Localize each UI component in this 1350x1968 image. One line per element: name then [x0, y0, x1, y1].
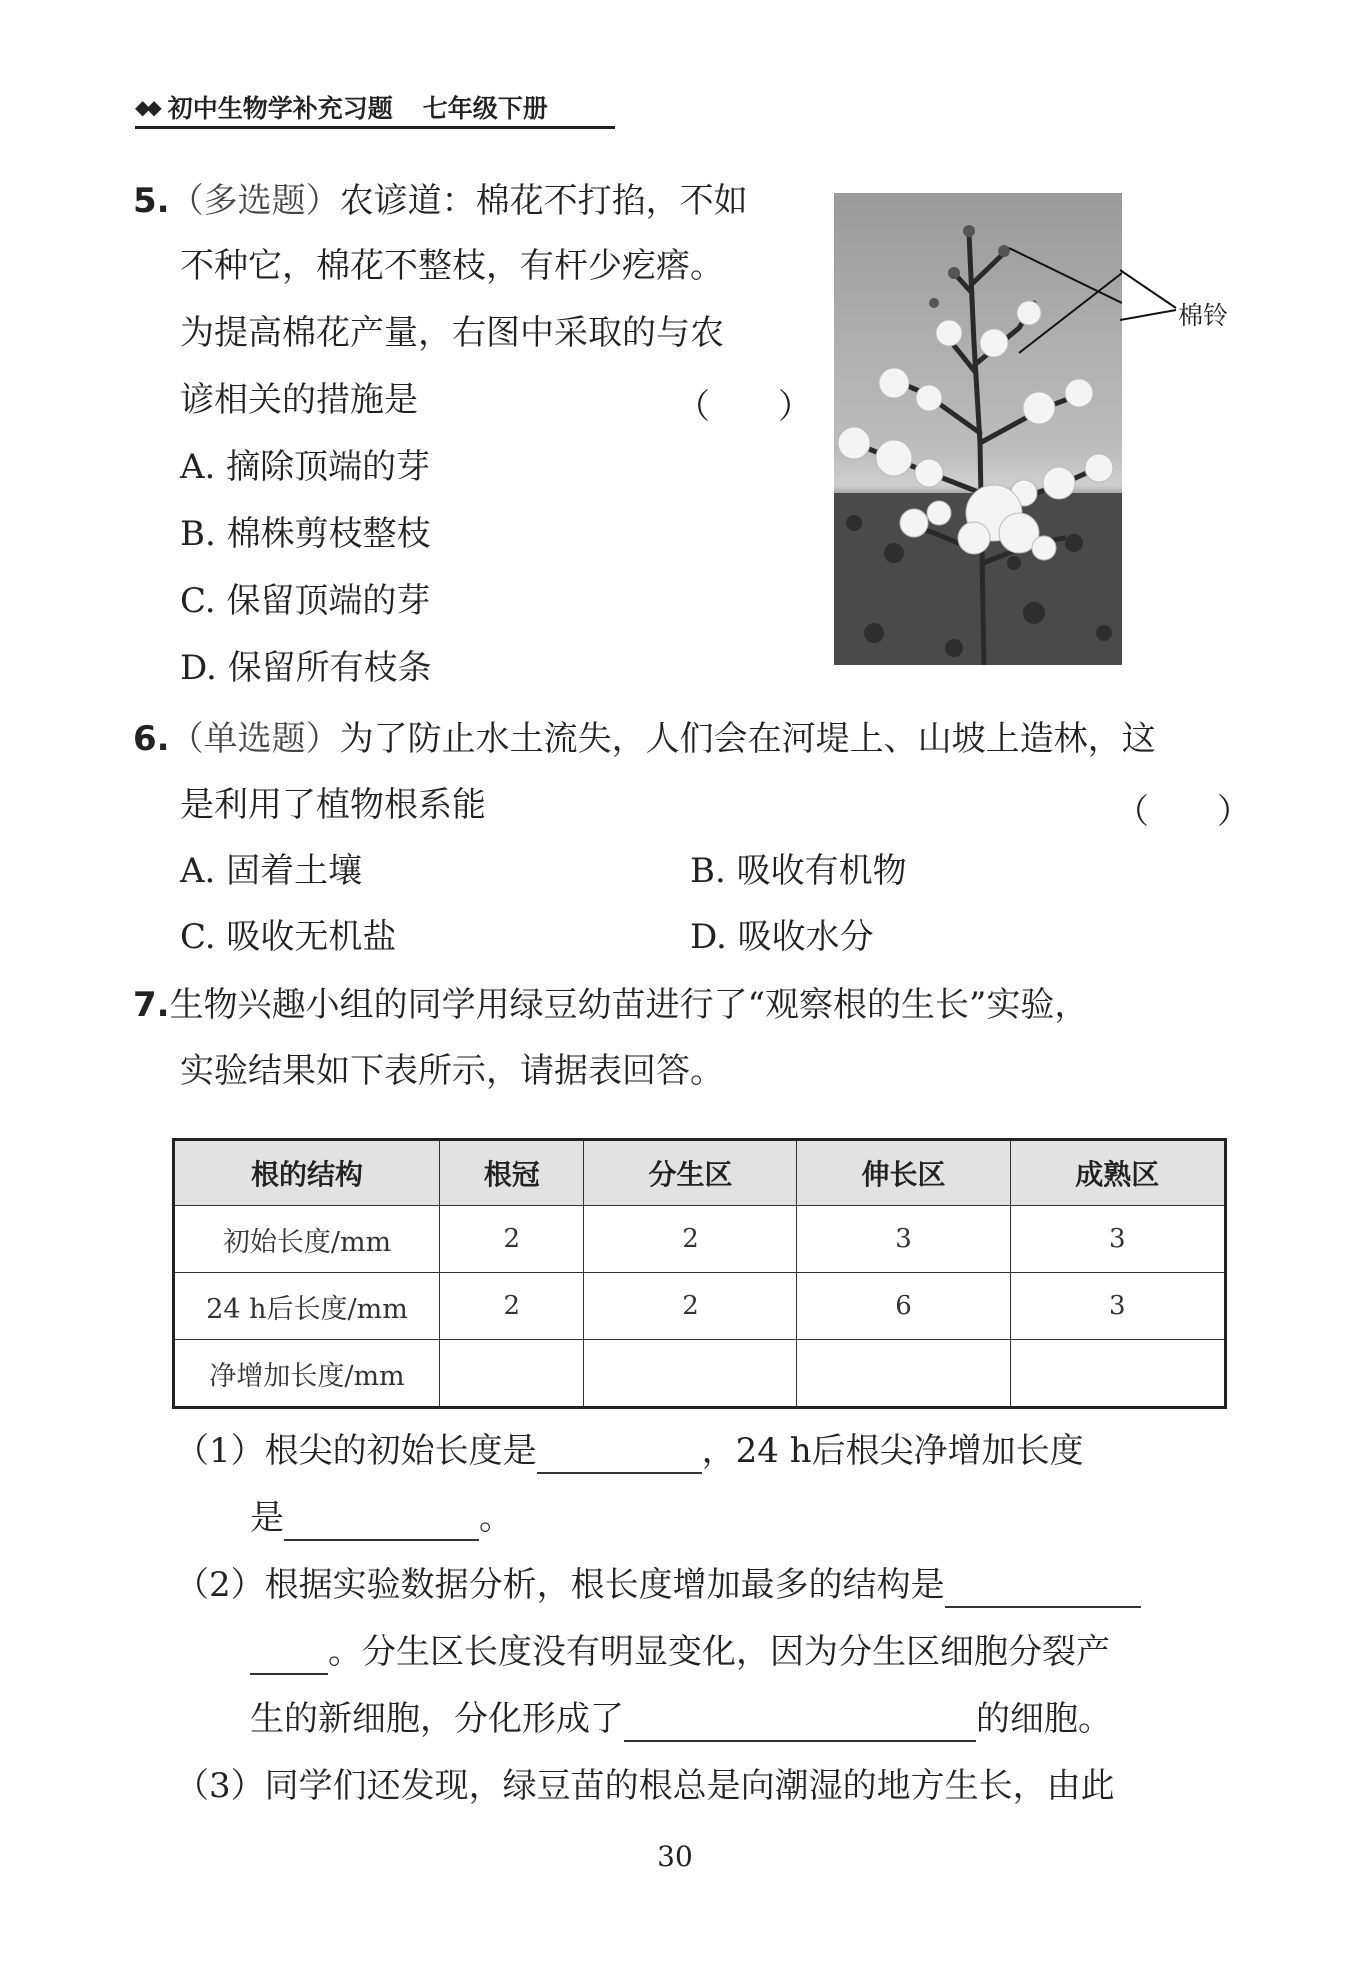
page-number: 30	[657, 1840, 693, 1873]
q6-option-d[interactable]: D. 吸收水分	[690, 917, 874, 957]
q5-stem-2: 不种它，棉花不整枝，有杆少疙瘩。	[180, 246, 724, 286]
table-cell: 3	[1010, 1206, 1226, 1273]
table-header-cell: 分生区	[584, 1140, 797, 1206]
q5-option-d[interactable]: D. 保留所有枝条	[180, 648, 432, 688]
table-cell: 3	[1010, 1273, 1226, 1340]
root-growth-table	[172, 1138, 1227, 1409]
table-cell: 2	[584, 1206, 797, 1273]
table-header-cell: 成熟区	[1010, 1140, 1226, 1206]
q7-sub2-blank-2[interactable]	[624, 1698, 976, 1742]
table-row	[174, 1340, 1226, 1408]
q5-stem-1: 农谚道：棉花不打掐，不如	[339, 181, 748, 221]
q6-option-b[interactable]: B. 吸收有机物	[690, 851, 907, 891]
book-title: 初中生物学补充习题	[167, 94, 393, 123]
q7-sub2-line-1	[175, 1564, 1141, 1608]
q6-option-a[interactable]: A. 固着土壤	[180, 851, 363, 891]
q6-type-tag: （单选题）	[169, 719, 340, 759]
q6-line-1	[133, 718, 1156, 760]
table-row	[174, 1206, 1226, 1273]
q5-option-a[interactable]: A. 摘除顶端的芽	[180, 447, 431, 487]
q5-option-b[interactable]: B. 棉株剪枝整枝	[180, 514, 431, 554]
table-answer-cell[interactable]	[1010, 1340, 1226, 1408]
q5-type-tag: （多选题）	[169, 181, 340, 221]
callout-lines	[1120, 240, 1180, 340]
table-cell: 6	[797, 1273, 1010, 1340]
q5-line-1	[133, 180, 748, 222]
q7-sub2-text-d: 的细胞。	[976, 1699, 1112, 1739]
cotton-plant-photo	[834, 193, 1122, 665]
q7-sub2-text-a: （2）根据实验数据分析，根长度增加最多的结构是	[175, 1565, 945, 1605]
q5-answer-paren[interactable]: （ ）	[676, 387, 812, 427]
q6-stem-1: 为了防止水土流失，人们会在河堤上、山坡上造林，这	[339, 719, 1156, 759]
q6-number: 6.	[133, 719, 170, 759]
q7-sub2-blank-1[interactable]	[945, 1564, 1141, 1608]
q5-option-c[interactable]: C. 保留顶端的芽	[180, 581, 431, 621]
table-row-label: 净增加长度/mm	[174, 1340, 440, 1408]
q7-sub1-line-2	[250, 1497, 513, 1541]
q5-stem-3: 为提高棉花产量，右图中采取的与农	[180, 313, 724, 353]
table-cell: 2	[584, 1273, 797, 1340]
q6-stem-2: 是利用了植物根系能	[180, 785, 486, 825]
q7-sub2-text-c: 生的新细胞，分化形成了	[250, 1699, 624, 1739]
q7-sub1-text-d: 。	[479, 1498, 513, 1538]
q6-option-c[interactable]: C. 吸收无机盐	[180, 917, 397, 957]
q7-line-1	[133, 984, 1088, 1026]
q7-sub1-line-1	[175, 1430, 1084, 1474]
q7-number: 7.	[133, 985, 170, 1025]
q7-sub1-text-c: 是	[250, 1498, 284, 1538]
table-row	[174, 1273, 1226, 1340]
table-header-cell: 根的结构	[174, 1140, 440, 1206]
table-header-cell: 伸长区	[797, 1140, 1010, 1206]
q7-sub1-text-a: （1）根尖的初始长度是	[175, 1431, 537, 1471]
q7-stem-2: 实验结果如下表所示，请据表回答。	[180, 1051, 724, 1091]
q7-sub1-blank-1[interactable]	[537, 1430, 702, 1474]
grade-label: 七年级下册	[422, 94, 548, 123]
table-header-cell: 根冠	[440, 1140, 584, 1206]
running-header	[135, 88, 615, 129]
q7-sub2-line-3	[250, 1698, 1112, 1742]
table-answer-cell[interactable]	[584, 1340, 797, 1408]
q7-sub2-line-2	[250, 1631, 1110, 1675]
q7-sub1-text-b: ，24 h后根尖净增加长度	[701, 1431, 1084, 1471]
q7-sub2-blank-1-cont[interactable]	[250, 1631, 328, 1675]
table-answer-cell[interactable]	[440, 1340, 584, 1408]
q6-answer-paren[interactable]: （ ）	[1115, 792, 1251, 832]
table-row-label: 24 h后长度/mm	[174, 1273, 440, 1340]
table-header-row	[174, 1140, 1226, 1206]
table-cell: 2	[440, 1206, 584, 1273]
q5-number: 5.	[133, 181, 170, 221]
q7-sub2-text-b: 。分生区长度没有明显变化，因为分生区细胞分裂产	[328, 1632, 1110, 1672]
cotton-boll-label: 棉铃	[1178, 301, 1229, 330]
q7-sub3-line-1: （3）同学们还发现，绿豆苗的根总是向潮湿的地方生长，由此	[175, 1766, 1115, 1806]
table-cell: 2	[440, 1273, 584, 1340]
q5-stem-4: 谚相关的措施是	[180, 380, 418, 420]
q7-stem-1: 生物兴趣小组的同学用绿豆幼苗进行了“观察根的生长”实验，	[169, 985, 1089, 1025]
diamond-icon: ◆◆	[135, 95, 158, 119]
table-answer-cell[interactable]	[797, 1340, 1010, 1408]
table-row-label: 初始长度/mm	[174, 1206, 440, 1273]
table-cell: 3	[797, 1206, 1010, 1273]
q7-sub1-blank-2[interactable]	[284, 1497, 479, 1541]
